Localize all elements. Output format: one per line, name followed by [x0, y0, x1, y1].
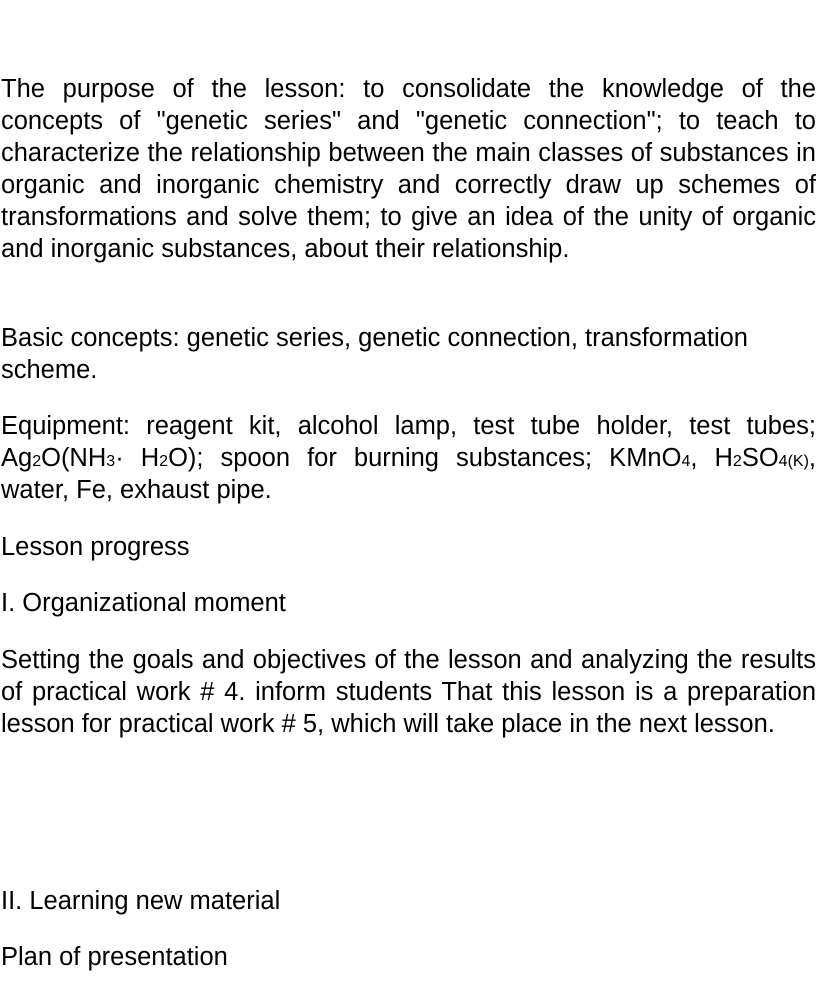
section-organizational-moment: I. Organizational moment — [1, 589, 286, 617]
goals-paragraph: Setting the goals and objectives of the lesson and analyzing the results of practical work # 4. inform students That this lesson is a preparation lesson for practical work # 5, which will take place in the next lesson. — [1, 646, 816, 738]
formula-o-nh: O(NH — [41, 444, 107, 472]
section-learning-new-material: II. Learning new material — [1, 887, 281, 915]
plan-of-presentation: Plan of presentation — [1, 943, 228, 971]
basic-concepts-paragraph: Basic concepts: genetic series, genetic connection, transformation scheme. — [1, 324, 748, 384]
equipment-paragraph — [1, 410, 816, 506]
formula-subscript: 2 — [32, 453, 42, 470]
formula-subscript: 2 — [159, 453, 169, 470]
equipment-intro: Equipment: reagent kit, alcohol lamp, test tube holder, test tubes; — [1, 412, 816, 440]
formula-subscript: 2 — [732, 453, 742, 470]
lesson-purpose-paragraph: The purpose of the lesson: to consolidate the knowledge of the concepts of "genetic series" and "genetic connection"; to teach to characterize the relationship between the main classes of substances in organic and inorganic chemistry and correctly draw up schemes of transformations and solve them; to give an idea of the unity of organic and inorganic substances, about their relationship. — [1, 75, 816, 263]
formula-subscript: 4 — [681, 453, 691, 470]
formula-subscript: 4(K) — [778, 453, 809, 470]
formula-so: SO — [741, 444, 779, 472]
formula-comma-h: , H — [690, 444, 733, 472]
lesson-progress-heading: Lesson progress — [1, 533, 190, 561]
equipment-middle: O); spoon for burning substances; KMnO — [168, 444, 682, 472]
equipment-rest: , water, Fe, exhaust pipe. — [1, 444, 816, 504]
formula-ag: Ag — [1, 444, 33, 472]
formula-dot-h: · H — [115, 444, 160, 472]
formula-subscript: 3 — [106, 453, 116, 470]
